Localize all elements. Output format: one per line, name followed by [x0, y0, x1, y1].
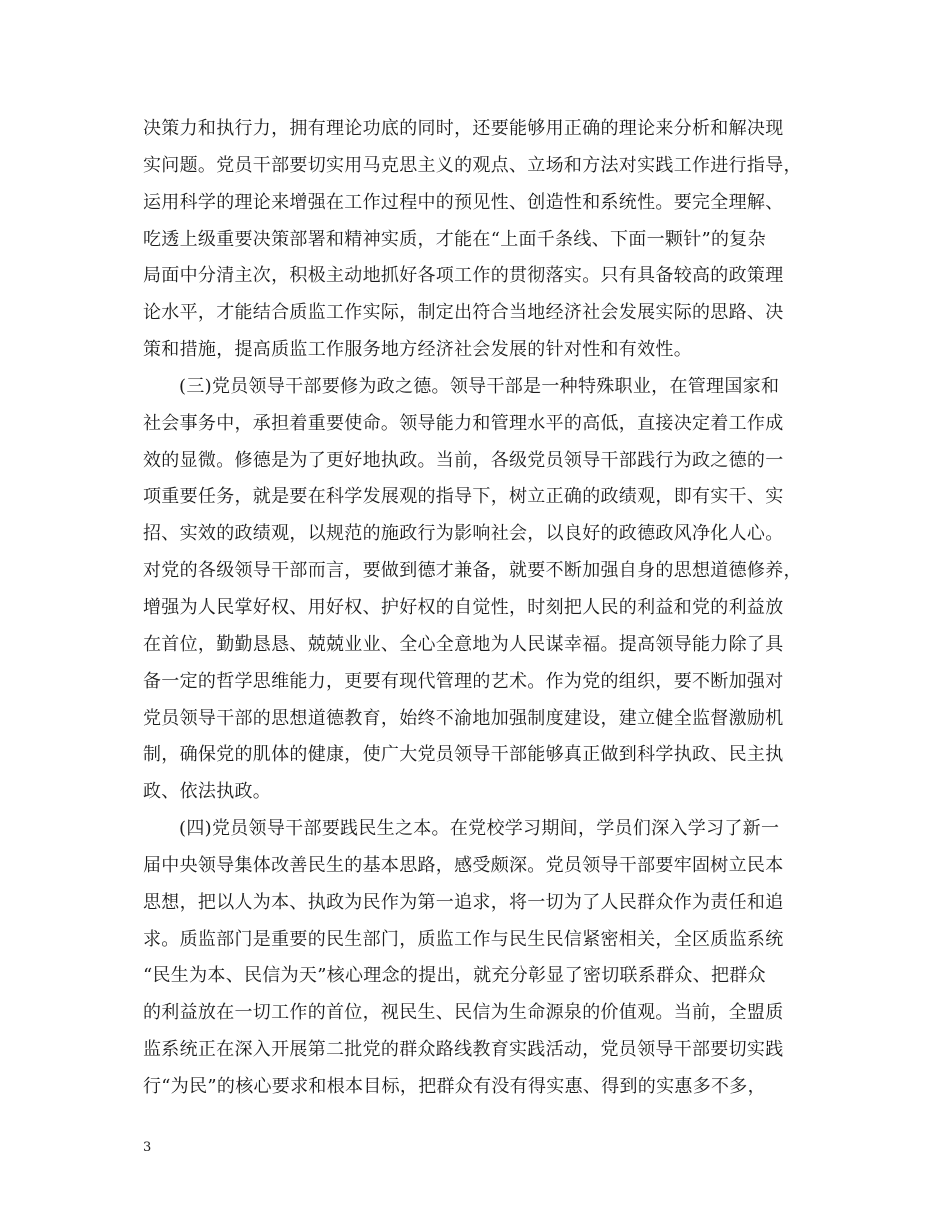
- text-line: 的利益放在一切工作的首位，视民生、民信为生命源泉的价值观。当前，全盟质: [143, 1002, 784, 1024]
- text-line: 项重要任务，就是要在科学发展观的指导下，树立正确的政绩观，即有实干、实: [143, 486, 784, 508]
- page-number: 3: [143, 1140, 152, 1155]
- body-text: [143, 111, 811, 1106]
- text-line: “民生为本、民信为天”核心理念的提出，就充分彰显了密切联系群众、把群众: [143, 965, 766, 987]
- text-line: 届中央领导集体改善民生的基本思路，感受颇深。党员领导干部要牢固树立民本: [143, 854, 784, 876]
- text-line: 增强为人民掌好权、用好权、护好权的自觉性，时刻把人民的利益和党的利益放: [143, 596, 784, 618]
- text-line: 对党的各级领导干部而言，要做到德才兼备，就要不断加强自身的思想道德修养，: [143, 560, 802, 582]
- text-line: 吃透上级重要决策部署和精神实质，才能在“上面千条线、下面一颗针”的复杂: [143, 228, 766, 250]
- text-line: 实问题。党员干部要切实用马克思主义的观点、立场和方法对实践工作进行指导，: [143, 154, 802, 176]
- text-line: 论水平，才能结合质监工作实际，制定出符合当地经济社会发展实际的思路、决: [143, 302, 784, 324]
- text-line: 效的显微。修德是为了更好地执政。当前，各级党员领导干部践行为政之德的一: [143, 449, 784, 471]
- text-line: 行“为民”的核心要求和根本目标，把群众有没有得实惠、得到的实惠多不多，: [143, 1075, 766, 1097]
- text-line: 监系统正在深入开展第二批党的群众路线教育实践活动，党员领导干部要切实践: [143, 1039, 784, 1061]
- text-line: 求。质监部门是重要的民生部门，质监工作与民生民信紧密相关，全区质监系统: [143, 928, 784, 950]
- paragraph-first-line: (三)党员领导干部要修为政之德。领导干部是一种特殊职业，在管理国家和: [179, 375, 780, 397]
- text-line: 社会事务中，承担着重要使命。领导能力和管理水平的高低，直接决定着工作成: [143, 412, 784, 434]
- text-line: 决策力和执行力，拥有理论功底的同时，还要能够用正确的理论来分析和解决现: [143, 118, 784, 139]
- text-line: 策和措施，提高质监工作服务地方经济社会发展的针对性和有效性。: [143, 339, 692, 361]
- text-line: 局面中分清主次，积极主动地抓好各项工作的贯彻落实。只有具备较高的政策理: [143, 265, 784, 287]
- paragraph-first-line: (四)党员领导干部要践民生之本。在党校学习期间，学员们深入学习了新一: [179, 818, 780, 840]
- text-line: 备一定的哲学思维能力，更要有现代管理的艺术。作为党的组织，要不断加强对: [143, 670, 784, 692]
- text-line: 党员领导干部的思想道德教育，始终不渝地加强制度建设，建立健全监督激励机: [143, 707, 784, 729]
- text-line: 招、实效的政绩观，以规范的施政行为影响社会，以良好的政德政风净化人心。: [143, 523, 784, 545]
- text-line: 在首位，勤勤恳恳、兢兢业业、全心全意地为人民谋幸福。提高领导能力除了具: [143, 633, 784, 655]
- text-line: 制，确保党的肌体的健康，使广大党员领导干部能够真正做到科学执政、民主执: [143, 744, 784, 766]
- text-line: 运用科学的理论来增强在工作过程中的预见性、创造性和系统性。要完全理解、: [143, 191, 784, 213]
- text-line: 思想，把以人为本、执政为民作为第一追求，将一切为了人民群众作为责任和追: [143, 891, 784, 913]
- text-line: 政、依法执政。: [143, 781, 272, 803]
